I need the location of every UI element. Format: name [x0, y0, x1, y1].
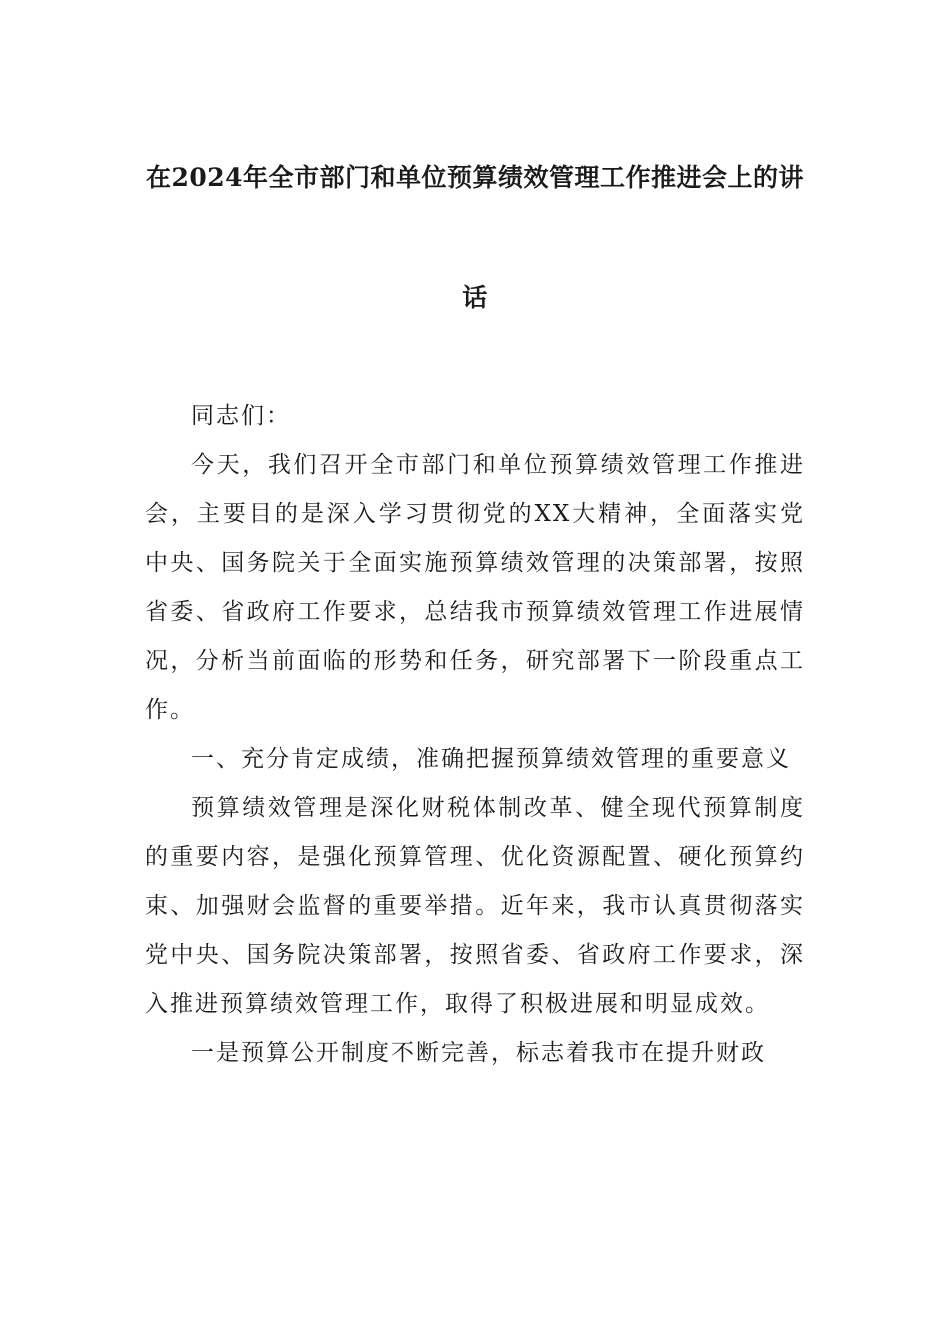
document-title-line-2: 话: [462, 283, 488, 312]
paragraph-intro: 今天，我们召开全市部门和单位预算绩效管理工作推进会，主要目的是深入学习贯彻党的XX大精神，全面落实党中央、国务院关于全面实施预算绩效管理的决策部署，按照省委、省政府工作要求，总结我市预算绩效管理工作进展情况，分析当前面临的形势和任务，研究部署下一阶段重点工作。: [145, 452, 805, 723]
paragraph-significance: 预算绩效管理是深化财税体制改革、健全现代预算制度的重要内容，是强化预算管理、优化资源配置、硬化预算约束、加强财会监督的重要举措。近年来，我市认真贯彻落实党中央、国务院决策部署，按照省委、省政府工作要求，深入推进预算绩效管理工作，取得了积极进展和明显成效。: [145, 795, 805, 1017]
paragraph-point-1: 一是预算公开制度不断完善，标志着我市在提升财政: [191, 1040, 766, 1066]
document-title-line-1: 在2024年全市部门和单位预算绩效管理工作推进会上的讲: [145, 163, 805, 192]
salutation: 同志们：: [191, 403, 291, 429]
section-heading-1: 一、充分肯定成绩，准确把握预算绩效管理的重要意义: [191, 746, 791, 772]
document-body: [145, 392, 805, 1078]
